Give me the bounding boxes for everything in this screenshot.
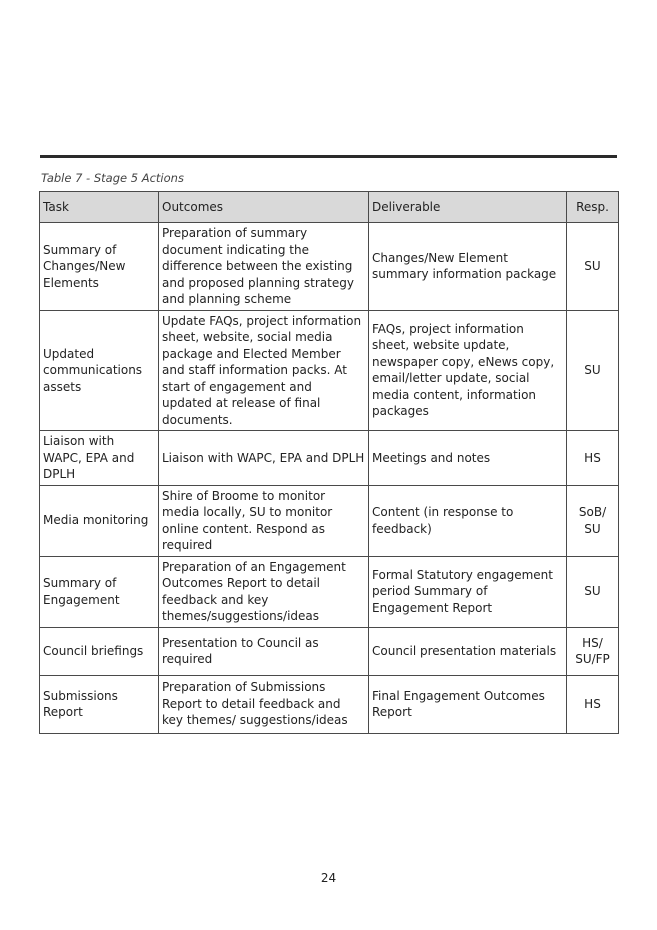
cell-task: Summary of Engagement <box>40 556 159 627</box>
top-rule <box>40 155 617 158</box>
cell-outcomes: Preparation of Submissions Report to detail feedback and key themes/ suggestions/ideas <box>159 675 369 733</box>
cell-outcomes: Shire of Broome to monitor media locally, SU to monitor online content. Respond as required <box>159 485 369 556</box>
page-number: 24 <box>320 871 337 885</box>
cell-task: Council briefings <box>40 627 159 675</box>
header-deliverable: Deliverable <box>369 192 567 223</box>
cell-task: Summary of Changes/New Elements <box>40 223 159 311</box>
table-row <box>40 310 619 431</box>
cell-resp: HS/ SU/FP <box>567 627 619 675</box>
header-resp: Resp. <box>567 192 619 223</box>
header-outcomes: Outcomes <box>159 192 369 223</box>
cell-deliverable: Final Engagement Outcomes Report <box>369 675 567 733</box>
cell-outcomes: Liaison with WAPC, EPA and DPLH <box>159 431 369 486</box>
cell-deliverable: FAQs, project information sheet, website update, newspaper copy, eNews copy, email/letter update, social media content, information packages <box>369 310 567 431</box>
cell-deliverable: Changes/New Element summary information package <box>369 223 567 311</box>
cell-resp: SU <box>567 556 619 627</box>
cell-deliverable: Content (in response to feedback) <box>369 485 567 556</box>
table-row <box>40 223 619 311</box>
cell-resp: SoB/ SU <box>567 485 619 556</box>
stage-5-actions-table <box>39 191 619 734</box>
table-caption: Table 7 - Stage 5 Actions <box>41 171 184 185</box>
table-row <box>40 431 619 486</box>
cell-outcomes: Preparation of an Engagement Outcomes Report to detail feedback and key themes/suggestions/ideas <box>159 556 369 627</box>
cell-task: Updated communications assets <box>40 310 159 431</box>
cell-task: Submissions Report <box>40 675 159 733</box>
cell-deliverable: Formal Statutory engagement period Summary of Engagement Report <box>369 556 567 627</box>
cell-deliverable: Council presentation materials <box>369 627 567 675</box>
cell-resp: SU <box>567 223 619 311</box>
table-row <box>40 675 619 733</box>
header-task: Task <box>40 192 159 223</box>
cell-task: Liaison with WAPC, EPA and DPLH <box>40 431 159 486</box>
cell-resp: HS <box>567 431 619 486</box>
table-row <box>40 627 619 675</box>
cell-deliverable: Meetings and notes <box>369 431 567 486</box>
table-row <box>40 556 619 627</box>
table-row <box>40 485 619 556</box>
cell-outcomes: Update FAQs, project information sheet, website, social media package and Elected Member and staff information packs. At start of engagement and updated at release of final documents. <box>159 310 369 431</box>
table-header-row <box>40 192 619 223</box>
cell-task: Media monitoring <box>40 485 159 556</box>
cell-outcomes: Presentation to Council as required <box>159 627 369 675</box>
cell-outcomes: Preparation of summary document indicating the difference between the existing and proposed planning strategy and planning scheme <box>159 223 369 311</box>
cell-resp: SU <box>567 310 619 431</box>
cell-resp: HS <box>567 675 619 733</box>
